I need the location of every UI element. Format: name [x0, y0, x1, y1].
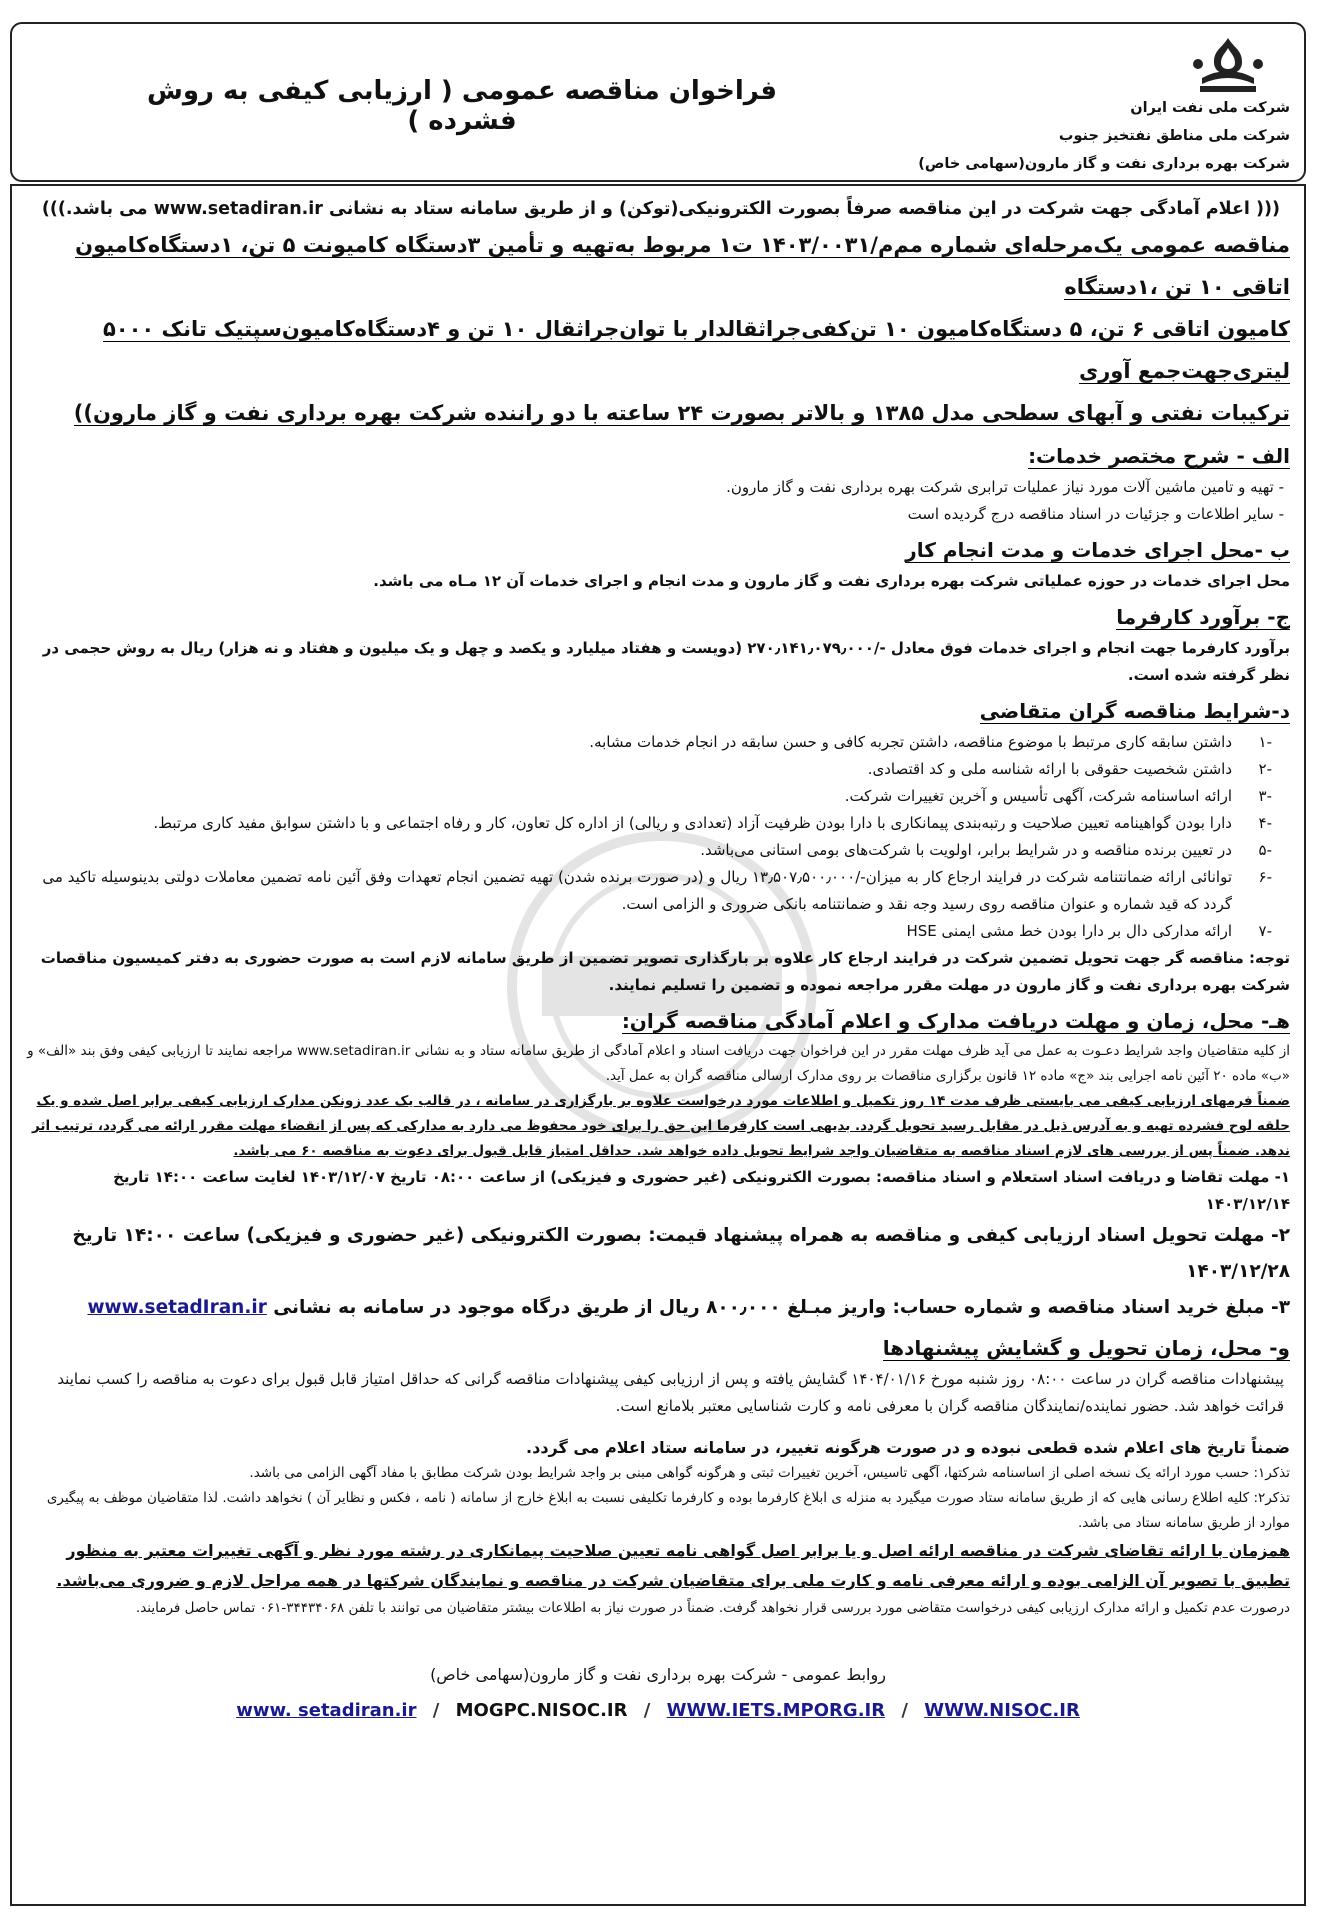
- condition-item: [26, 837, 1290, 864]
- footer-link-iets[interactable]: WWW.IETS.MPORG.IR: [666, 1700, 886, 1721]
- condition-item: [26, 783, 1290, 810]
- section-h-paragraph-2: ضمناً فرمهای ارزیابی کیفی می بایستی ظرف مدت ۱۴ روز تکمیل و اطلاعات مورد درخواست علاوه بر بارگزاری در سامانه ، در قالب یک عدد زونکن مدارک ارزیابی کیفی برابر اصل شده و یک حلقه لوح فشرده تهیه و به آدرس ذیل در مقابل رسید تحویل گردد. بدیهی است کارفرما این حق را برای خود محفوظ می دارد به مدارکی که پس از انقضاء مهلت مقرر ارائه می گردد، ترتیب اثر ندهد. ضمناً پس از بررسی های لازم اسناد مناقصه به متقاضیان واجد شرایط تحویل داده خواهد شد. حداقل امتیاز قابل قبول برای دعوت به مناقصه ۶۰ می باشد.: [32, 1093, 1290, 1159]
- section-a-title-text: الف - شرح مختصر خدمات:: [1028, 444, 1290, 468]
- section-a-title: [26, 444, 1290, 468]
- section-d-title: [26, 699, 1290, 723]
- intro-line-3: [26, 392, 1290, 434]
- section-h-paragraph-1: از کلیه متقاضیان واجد شرایط دعـوت به عمل می آید ظرف مهلت مقرر در این فراخوان جهت دریافت اسناد و اعلام آمادگی از طریق سامانه ستاد و به نشانی www.setadiran.ir مراجعه نمایند تا ارزیابی کیفی وفق بند «الف» و «ب» ماده ۲۰ آئین نامه اجرایی بند «ج» ماده ۱۲ قانون برگزاری مناقصات بر روی مدارک ارسالی مناقصه گران به عمل آید.: [27, 1043, 1290, 1084]
- section-a-item: - سایر اطلاعات و جزئیات در اسناد مناقصه درج گردیده است: [907, 505, 1284, 523]
- certificate-requirement-note: همزمان با ارائه تقاضای شرکت در مناقصه ارائه اصل و یا برابر اصل گواهی نامه تعیین صلاحیت پیمانکاری در رشته مورد نظر و آگهی تغییرات معتبر به منظور تطبیق با تصویر آن الزامی بوده و ارائه معرفی نامه و کارت ملی برای متقاضیان شرکت در مناقصه و نمایندگان شرکتها در همه مراحل لازم و ضروری می‌باشد.: [56, 1541, 1290, 1590]
- nioc-flame-logo-icon: [1182, 34, 1274, 96]
- condition-text: ارائه مدارکی دال بر دارا بودن خط مشی ایمنی HSE: [906, 922, 1232, 940]
- condition-item: [26, 918, 1290, 945]
- intro-line-1-text: مناقصه عمومی یک‌مرحله‌ای شماره مم‌م/۱۴۰۳/۰۰۳۱ ت۱ مربوط به‌تهیه و تأمین ۳دستگاه کامیونت ۵ تن، ۱دستگاه‌کامیون اتاقی ۱۰ تن ،۱دستگاه: [75, 233, 1290, 299]
- section-b-title-text: ب -محل اجرای خدمات و مدت انجام کار: [905, 538, 1290, 562]
- section-v-title-text: و- محل، زمان تحویل و گشایش پیشنهادها: [882, 1336, 1290, 1360]
- header-box: [10, 22, 1306, 182]
- section-d-title-text: د-شرایط مناقصه گران متقاضی: [979, 699, 1290, 723]
- deadline-3: [26, 1290, 1290, 1326]
- intro-line-2-text: کامیون اتاقی ۶ تن، ۵ دستگاه‌کامیون ۱۰ تن‌کفی‌جراثقالدار با توان‌جراثقال ۱۰ تن و ۴دستگاه‌کامیون‌سپتیک تانک ۵۰۰۰ لیتری‌جهت‌جمع آوری: [102, 317, 1290, 383]
- condition-number: -۵: [1258, 841, 1272, 859]
- public-relations-line: روابط عمومی - شرکت بهره برداری نفت و گاز مارون(سهامی خاص): [430, 1665, 886, 1684]
- condition-number: -۴: [1258, 814, 1272, 832]
- section-v-title: [26, 1336, 1290, 1360]
- condition-text: دارا بودن گواهینامه تعیین صلاحیت و رتبه‌بندی پیمانکاری با دارا بودن ظرفیت آزاد (تعدادی و ریالی) از اداره کل تعاون، کار و رفاه اجتماعی و با داشتن سوابق مفید کاری مرتبط.: [153, 814, 1232, 832]
- condition-number: -۶: [1258, 868, 1272, 886]
- deadline-2: ۲- مهلت تحویل اسناد ارزیابی کیفی و مناقصه به همراه پیشنهاد قیمت: بصورت الکترونیکی (غیر حضوری و فیزیکی) ساعت ۱۴:۰۰ تاریخ ۱۴۰۳/۱۲/۲۸: [72, 1225, 1290, 1282]
- contact-note: درصورت عدم تکمیل و ارائه مدارک ارزیابی کیفی درخواست متقاضی مورد بررسی قرار نخواهد گرفت. ضمناً در صورت نیاز به اطلاعات بیشتر متقاضیان می توانند با تلفن ۳۴۴۳۴۰۶۸-۰۶۱ تماس حاصل فرمایند.: [135, 1600, 1290, 1616]
- condition-item: [26, 810, 1290, 837]
- remark-1: تذکر۱: حسب مورد ارائه یک نسخه اصلی از اساسنامه شرکتها، آگهی تاسیس، آخرین تغییرات ثبتی و هرگونه گواهی مبنی بر واجد شرایط بودن شرکت مطابق با مفاد آگهی الزامی می باشد.: [249, 1465, 1290, 1481]
- footer: [26, 1665, 1290, 1721]
- org-line-nioc: شرکت ملی نفت ایران: [1130, 100, 1290, 116]
- tender-notice-page: [10, 22, 1306, 1906]
- section-a-item: - تهیه و تامین ماشین آلات مورد نیاز عملیات ترابری شرکت بهره برداری نفت و گاز مارون.: [726, 478, 1284, 496]
- condition-text: در تعیین برنده مناقصه و در شرایط برابر، اولویت با شرکت‌های بومی استانی می‌باشد.: [700, 841, 1232, 859]
- notice-title: فراخوان مناقصه عمومی ( ارزیابی کیفی به روش فشرده ): [146, 76, 777, 136]
- intro-announcement: ((( اعلام آمادگی جهت شرکت در این مناقصه صرفاً بصورت الکترونیکی(توکن) و از طریق سامانه ستاد به نشانی www.setadiran.ir می باشد.))): [41, 199, 1280, 219]
- condition-number: -۷: [1258, 922, 1272, 940]
- condition-text: ارائه اساسنامه شرکت، آگهی تأسیس و آخرین تغییرات شرکت.: [844, 787, 1232, 805]
- section-b-text: محل اجرای خدمات در حوزه عملیاتی شرکت بهره برداری نفت و گاز مارون و مدت انجام و اجرای خدمات آن ۱۲ مـاه می باشد.: [373, 572, 1290, 590]
- setadiran-link[interactable]: www.setadIran.ir: [87, 1297, 267, 1318]
- section-c-title: [26, 605, 1290, 629]
- deadline-3-text: ۳- مبلغ خرید اسناد مناقصه و شماره حساب: واریز مبـلغ ۸۰۰٫۰۰۰ ریال از طریق درگاه موجود در سامانه به نشانی: [273, 1297, 1290, 1318]
- intro-line-1: [26, 224, 1290, 308]
- footer-links: [26, 1700, 1290, 1721]
- remark-2: تذکر۲: کلیه اطلاع رسانی هایی که از طریق سامانه ستاد صورت میگیرد به منزله ی ابلاغ کارفرما بوده و کارفرما تکلیفی نسبت به ابلاغ خارج از سامانه ( نامه ، فکس و نظایر آن ) نخواهد داشت. لذا متقاضیان موظف به پیگیری موارد از طریق سامانه ستاد می باشد.: [46, 1490, 1290, 1531]
- condition-text: داشتن سابقه کاری مرتبط با موضوع مناقصه، داشتن تجربه کافی و حسن سابقه در انجام خدمات مشابه.: [589, 733, 1232, 751]
- organization-names: [918, 94, 1290, 178]
- section-c-title-text: ج- برآورد کارفرما: [1116, 605, 1290, 629]
- dates-not-final-note: ضمناً تاریخ های اعلام شده قطعی نبوده و در صورت هرگونه تغییر، در سامانه ستاد اعلام می گردد.: [526, 1438, 1290, 1457]
- footer-separator: /: [901, 1700, 908, 1721]
- footer-link-setadiran[interactable]: www. setadiran.ir: [236, 1700, 417, 1721]
- guarantee-note: توجه: مناقصه گر جهت تحویل تضمین شرکت در فرایند ارجاع کار علاوه بر بارگذاری تصویر تضمین از طریق سامانه لازم است به صورت حضوری به دفتر کمیسیون مناقصات شرکت بهره برداری نفت و گاز مارون در مهلت مقرر مراجعه نموده و تضمین را تسلیم نمایند.: [40, 949, 1290, 994]
- section-b-title: [26, 538, 1290, 562]
- footer-separator: /: [643, 1700, 651, 1721]
- section-h-title-text: هـ- محل، زمان و مهلت دریافت مدارک و اعلام آمادگی مناقصه گران:: [621, 1009, 1290, 1033]
- condition-item: [26, 864, 1290, 918]
- section-h-title: [26, 1009, 1290, 1033]
- condition-text: داشتن شخصیت حقوقی با ارائه شناسه ملی و کد اقتصادی.: [867, 760, 1232, 778]
- notice-body: [10, 184, 1306, 1906]
- intro-line-3-text: ترکیبات نفتی و آبهای سطحی مدل ۱۳۸۵ و بالاتر بصورت ۲۴ ساعته با دو راننده شرکت بهره برداری نفت و گاز مارون)): [73, 401, 1290, 425]
- section-v-text: پیشنهادات مناقصه گران در ساعت ۰۸:۰۰ روز شنبه مورخ ۱۴۰۴/۰۱/۱۶ گشایش یافته و پس از ارزیابی کیفی پیشنهادات مناقصه گرانی که حداقل امتیاز قابل قبول برای دعوت به مناقصه را کسب نمایند قرائت خواهد شد. حضور نماینده/نمایندگان مناقصه گران با معرفی نامه و کارت شناسایی معتبر بلامانع است.: [57, 1370, 1284, 1415]
- footer-link-nisoc[interactable]: WWW.NISOC.IR: [924, 1700, 1080, 1721]
- intro-line-2: [26, 308, 1290, 392]
- condition-item: [26, 729, 1290, 756]
- condition-number: -۲: [1258, 760, 1272, 778]
- org-line-nisoc: شرکت ملی مناطق نفتخیز جنوب: [1058, 128, 1290, 144]
- footer-link-mogpc[interactable]: MOGPC.NISOC.IR: [455, 1700, 628, 1721]
- condition-item: [26, 756, 1290, 783]
- section-c-text: برآورد کارفرما جهت انجام و اجرای خدمات فوق معادل -/۲۷۰٫۱۴۱٫۰۷۹٫۰۰۰ (دویست و هفتاد میلیارد و یکصد و چهل و یک میلیون و هفتاد و نه هزار) ریال به روش حجمی در نظر گرفته شده است.: [42, 639, 1290, 684]
- condition-number: -۳: [1258, 787, 1272, 805]
- condition-text: توانائی ارائه ضمانتنامه شرکت در فرایند ارجاع کار به میزان-/۱۳٫۵۰۷٫۵۰۰٫۰۰۰ ریال و (در صورت برنده شدن) تهیه تضمین انجام تعهدات وفق آئین نامه تضمین معاملات دولتی بدینوسیله تاکید می گردد که قید شماره و عنوان مناقصه روی رسید وجه نقد و ضمانتنامه بانکی ضروری و الزامی است.: [42, 868, 1232, 913]
- condition-number: -۱: [1258, 733, 1272, 751]
- deadline-1: ۱- مهلت تقاضا و دریافت اسناد استعلام و اسناد مناقصه: بصورت الکترونیکی (غیر حضوری و فیزیکی) از ساعت ۰۸:۰۰ تاریخ ۱۴۰۳/۱۲/۰۷ لغایت ساعت ۱۴:۰۰ تاریخ ۱۴۰۳/۱۲/۱۴: [113, 1168, 1290, 1213]
- footer-separator: /: [432, 1700, 440, 1721]
- org-line-maroon: شرکت بهره برداری نفت و گاز مارون(سهامی خاص): [918, 156, 1290, 172]
